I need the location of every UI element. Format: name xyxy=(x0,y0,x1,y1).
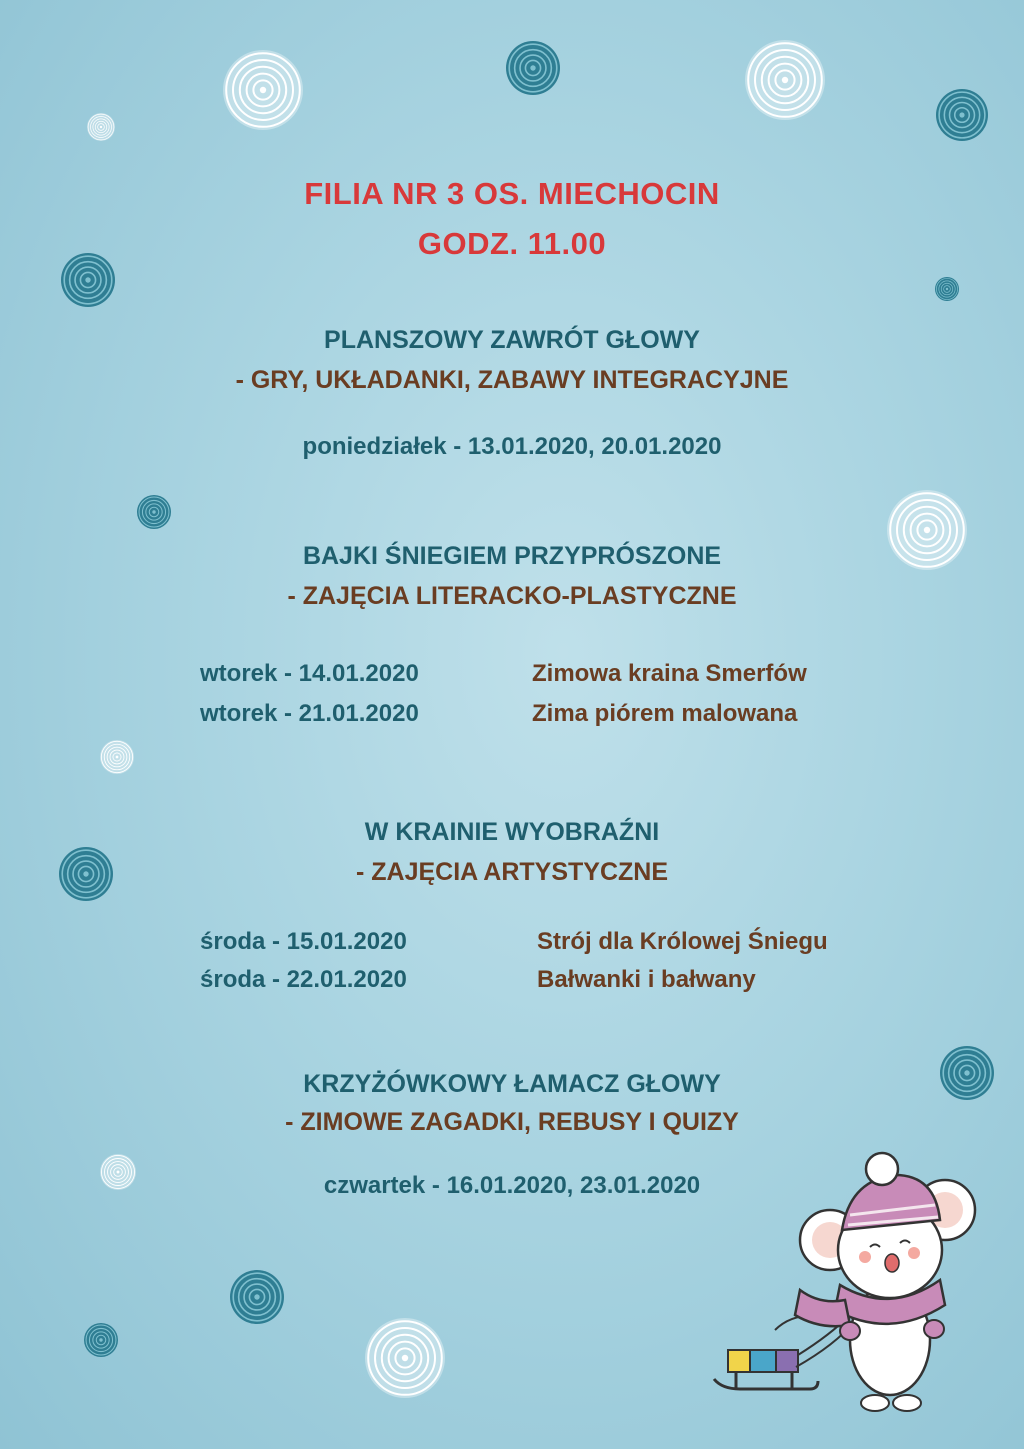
branch-name: FILIA NR 3 OS. MIECHOCIN xyxy=(304,176,720,211)
session-topic: Strój dla Królowej Śniegu xyxy=(537,928,828,955)
snowball-icon xyxy=(100,740,134,774)
section-4-title: KRZYŻÓWKOWY ŁAMACZ GŁOWY xyxy=(303,1070,721,1098)
section-2-row-1 xyxy=(200,660,419,688)
section-1-title: PLANSZOWY ZAWRÓT GŁOWY xyxy=(324,326,700,354)
section-3-row-1-topic xyxy=(537,928,828,956)
snowball-icon xyxy=(84,1323,118,1357)
section-3-row-2 xyxy=(200,966,407,994)
session-date: środa - 15.01.2020 xyxy=(200,928,407,955)
section-4-dates: czwartek - 16.01.2020, 23.01.2020 xyxy=(323,1172,701,1199)
session-date: wtorek - 14.01.2020 xyxy=(200,660,419,687)
section-3-subtitle: - ZAJĘCIA ARTYSTYCZNE xyxy=(355,858,669,886)
section-3-row-2-topic xyxy=(537,966,756,994)
snowball-icon xyxy=(936,89,988,141)
section-2-title: BAJKI ŚNIEGIEM PRZYPRÓSZONE xyxy=(302,542,722,570)
snowball-icon xyxy=(223,50,303,130)
section-3-row-1 xyxy=(200,928,407,956)
section-1-dates: poniedziałek - 13.01.2020, 20.01.2020 xyxy=(302,433,722,460)
session-date: wtorek - 21.01.2020 xyxy=(200,700,419,727)
snowball-icon xyxy=(935,277,959,301)
snowball-icon xyxy=(87,113,115,141)
section-4-subtitle: - ZIMOWE ZAGADKI, REBUSY I QUIZY xyxy=(285,1108,739,1136)
section-2-row-2 xyxy=(200,700,419,728)
section-1-subtitle: - GRY, UKŁADANKI, ZABAWY INTEGRACYJNE xyxy=(235,366,789,394)
section-3-title: W KRAINIE WYOBRAŹNI xyxy=(364,818,660,846)
session-topic: Zima piórem malowana xyxy=(532,700,798,727)
session-topic: Bałwanki i bałwany xyxy=(537,966,756,993)
session-date: środa - 22.01.2020 xyxy=(200,966,407,993)
snowball-icon xyxy=(745,40,825,120)
snowball-icon xyxy=(365,1318,445,1398)
section-2-row-1-topic xyxy=(532,660,807,688)
event-time: GODZ. 11.00 xyxy=(417,226,607,261)
session-topic: Zimowa kraina Smerfów xyxy=(532,660,807,687)
section-2-row-2-topic xyxy=(532,700,797,728)
section-2-subtitle: - ZAJĘCIA LITERACKO-PLASTYCZNE xyxy=(287,582,737,610)
snowball-icon xyxy=(137,495,171,529)
snowball-icon xyxy=(506,41,560,95)
snowball-icon xyxy=(230,1270,284,1324)
